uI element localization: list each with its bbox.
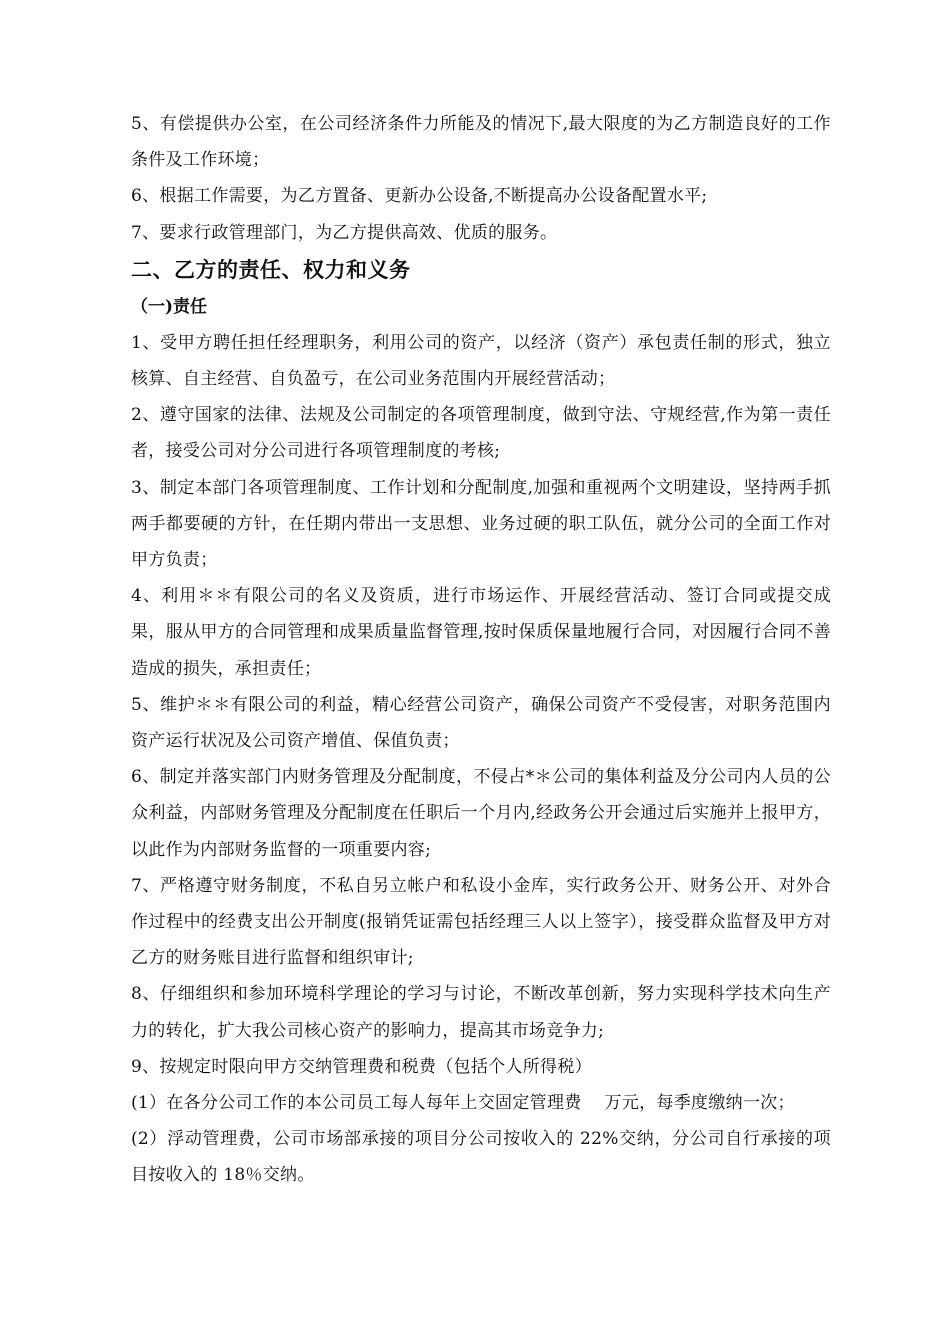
document-body [131, 106, 831, 1194]
paragraph-subitem-2-floating-fee: (2）浮动管理费，公司市场部承接的项目分公司按收入的 22%交纳，分公司自行承接的项目按收入的 18％交纳。 [131, 1129, 831, 1186]
paragraph-item-2-compliance: 2、遵守国家的法律、法规及公司制定的各项管理制度，做到守法、守规经营,作为第一责任者，接受公司对分公司进行各项管理制度的考核; [131, 405, 831, 462]
paragraph-item-8-innovation: 8、仔细组织和参加环境科学理论的学习与讨论，不断改革创新，努力实现科学技术向生产力的转化，扩大我公司核心资产的影响力，提高其市场竞争力; [131, 984, 831, 1041]
paragraph-subitem-1-fixed-fee: (1）在各分公司工作的本公司员工每人每年上交固定管理费 万元，每季度缴纳一次； [131, 1093, 795, 1114]
paragraph-item-7-service: 7、要求行政管理部门，为乙方提供高效、优质的服务。 [131, 222, 558, 243]
paragraph-item-3-rules: 3、制定本部门各项管理制度、工作计划和分配制度,加强和重视两个文明建设，坚持两手抓两手都要硬的方针，在任期内带出一支思想、业务过硬的职工队伍，就分公司的全面工作对甲方负责； [131, 477, 831, 571]
paragraph-item-4-qualification: 4、利用＊＊有限公司的名义及资质，进行市场运作、开展经营活动、签订合同或提交成果，服从甲方的合同管理和成果质量监督管理,按时保质保量地履行合同，对因履行合同不善造成的损失，承担责任； [131, 586, 831, 679]
section-heading: 二、乙方的责任、权力和义务 [131, 256, 411, 282]
paragraph-item-6-equipment: 6、根据工作需要，为乙方置备、更新办公设备,不断提高办公设备配置水平; [131, 186, 708, 207]
subsection-heading: （一)责任 [131, 296, 208, 317]
paragraph-item-9-fees: 9、按规定时限向甲方交纳管理费和税费（包括个人所得税） [131, 1056, 592, 1077]
paragraph-item-5-office: 5、有偿提供办公室，在公司经济条件力所能及的情况下,最大限度的为乙方制造良好的工作条件及工作环境； [131, 114, 831, 171]
paragraph-item-5-assets: 5、维护＊＊有限公司的利益，精心经营公司资产，确保公司资产不受侵害，对职务范围内资产运行状况及公司资产增值、保值负责； [131, 694, 831, 752]
paragraph-item-1-appointment: 1、受甲方聘任担任经理职务，利用公司的资产，以经济（资产）承包责任制的形式，独立核算、自主经营、自负盈亏，在公司业务范围内开展经营活动； [131, 332, 831, 390]
paragraph-item-7-audit: 7、严格遵守财务制度，不私自另立帐户和私设小金库，实行政务公开、财务公开、对外合作过程中的经费支出公开制度(报销凭证需包括经理三人以上签字），接受群众监督及甲方对乙方的财务账目进行监督和组织审计; [131, 875, 831, 969]
paragraph-item-6-finance: 6、制定并落实部门内财务管理及分配制度，不侵占*＊公司的集体利益及分公司内人员的公众利益，内部财务管理及分配制度在任职后一个月内,经政务公开会通过后实施并上报甲方，以此作为内部财务监督的一项重要内容; [131, 767, 831, 860]
